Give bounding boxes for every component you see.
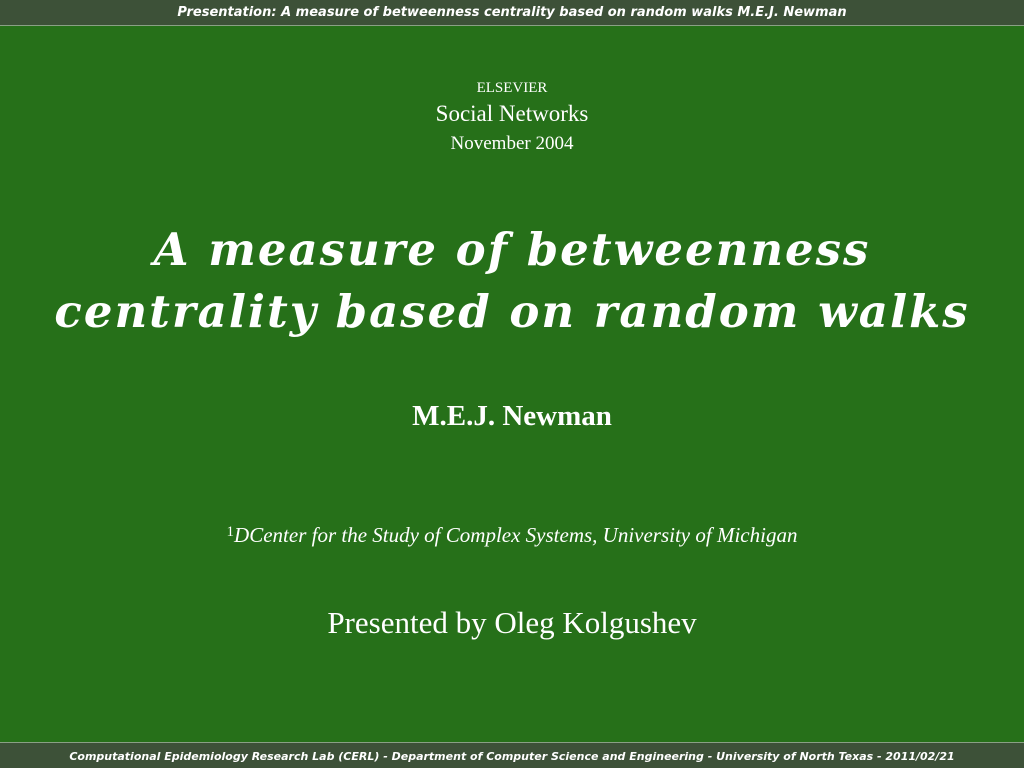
footer-text: Computational Epidemiology Research Lab (CERL) - Department of Computer Science and Engineering - University of North Texas - 2011/02/21 xyxy=(69,749,955,763)
affiliation-text: DCenter for the Study of Complex Systems, University of Michigan xyxy=(234,523,798,547)
author-name: M.E.J. Newman xyxy=(412,400,612,432)
slide-title xyxy=(0,219,1024,343)
affiliation-mark: 1 xyxy=(226,524,235,540)
publication-date: November 2004 xyxy=(450,133,574,154)
title-line-1: A measure of betweenness xyxy=(153,223,871,276)
header-bar xyxy=(0,0,1024,26)
journal-name: Social Networks xyxy=(435,101,589,126)
title-line-2: centrality based on random walks xyxy=(54,285,970,338)
affiliation xyxy=(0,523,1024,548)
footer-bar xyxy=(0,742,1024,768)
header-text: Presentation: A measure of betweenness centrality based on random walks M.E.J. Newman xyxy=(177,5,847,20)
presenter-line: Presented by Oleg Kolgushev xyxy=(327,605,697,640)
publisher-name: ELSEVIER xyxy=(476,80,548,96)
